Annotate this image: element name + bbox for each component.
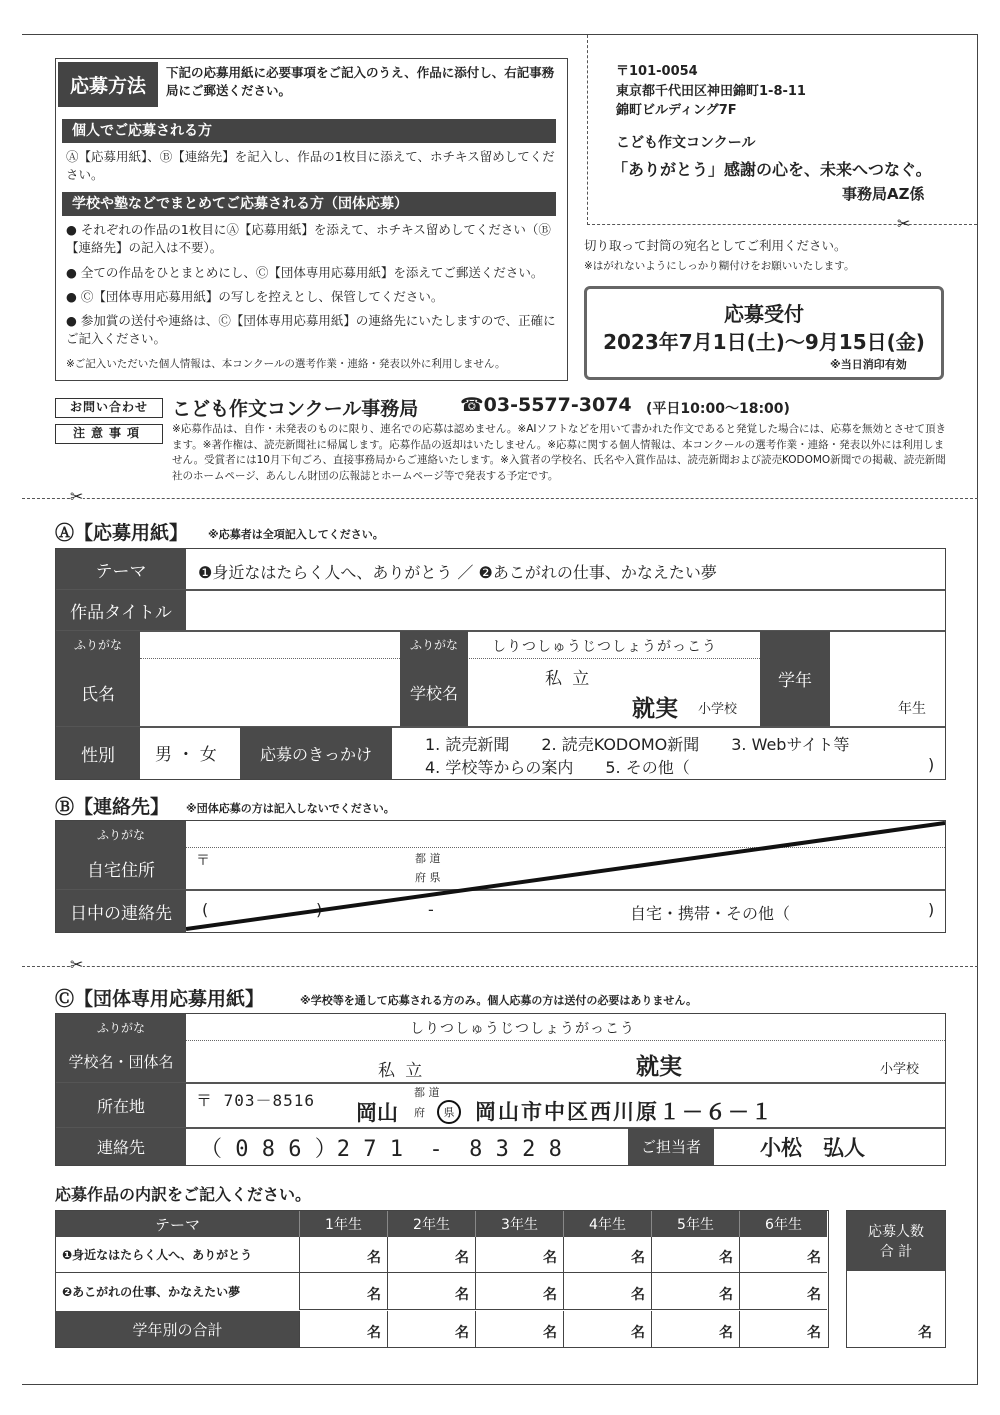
grade-count-cell[interactable] [651,1311,739,1347]
office-name: 事務局AZ係 [842,185,925,203]
c-pref-circled: 県 [437,1100,461,1124]
c-pref-top: 都 道 [414,1086,440,1099]
period-title: 応募受付 [724,302,804,326]
grade-count-cell[interactable] [387,1273,475,1310]
contest-slogan: 「ありがとう」感謝の心を、未来へつなぐ。 [612,160,932,179]
grade-count-cell[interactable] [739,1311,827,1347]
unit-label: 名 [631,1250,645,1266]
grade-count-cell[interactable] [475,1237,563,1273]
c-school-name: 就実 [636,1054,682,1080]
b-pref-bottom: 府 県 [415,871,441,884]
postmark-note: ※当日消印有効 [830,358,907,371]
grade-count-cell[interactable] [387,1237,475,1273]
gender-label: 性別 [56,727,140,779]
grade-suffix: 年生 [898,701,926,717]
bt-row-label: ❷あこがれの仕事、かなえたい夢 [62,1285,241,1299]
theme-value: ❶身近なはたらく人へ、ありがとう ／ ❷あこがれの仕事、かなえたい夢 [198,563,717,582]
unit-label: 名 [807,1325,821,1341]
unit-label: 名 [543,1325,557,1341]
form-c-note: ※学校等を通して応募される方のみ。個人応募の方は送付の必要はありません。 [300,994,698,1007]
furigana-label: ふりがな [56,631,140,658]
cut-note: 切り取って封筒の宛名としてご利用ください。 [584,238,847,253]
grade-header: 6年生 [739,1211,827,1237]
c-furigana-label: ふりがな [56,1014,186,1040]
c-postal: 〒 703－8516 [196,1091,316,1110]
unit-label: 名 [631,1287,645,1303]
b-pref-top: 都 道 [415,852,441,865]
c-pref-bottom: 府 [414,1106,425,1119]
trigger-options-line1[interactable]: 1. 読売新聞 2. 読売KODOMO新聞 3. Webサイト等 [425,735,850,754]
grade-count-cell[interactable] [299,1237,387,1273]
trigger-close: ) [928,755,935,774]
group-item: ● それぞれの作品の1枚目にⒶ【応募用紙】を添えて、ホチキス留めしてください（Ⓑ【連絡先】の記入は不要）。 [66,222,551,255]
grade-header: 2年生 [387,1211,475,1237]
unit-label: 名 [455,1287,469,1303]
notice-text: ※応募作品は、自作・未発表のものに限り、連名での応募は認めません。※AIソフトなどを用いて書かれた作文であると発覚した場合には、応募を無効とさせて頂きます。※著作権は、読売新聞社に帰属します。応募作品の返却はいたしません。※応募に関する個人情報は、本コンクールの選考作業・連絡・発表以外には利用しません。受賞者には10月下旬ごろ、直接事務局からご連絡いたします。※入賞者の学校名、氏名や入賞作品は、読売新聞および読売KODOMO新聞での掲載、読売新聞社のホームページ、あんしん財団の広報誌とホームページ等で発表する予定です。 [172,423,947,482]
office-hours: (平日10:00～18:00) [646,401,790,417]
total-unit: 名 [918,1325,932,1341]
form-c-title: Ⓒ【団体専用応募用紙】 [55,988,265,1010]
school-type: 私 立 [545,669,590,689]
gender-value[interactable]: 男 ・ 女 [155,745,217,765]
postal-code: 〒101-0054 [616,64,698,79]
strike-diagonal [186,821,945,932]
bottom-border [22,1384,978,1385]
grade-count-cell[interactable] [739,1273,827,1310]
c-phone: （ 0 8 6 ）2 7 1 - 8 3 2 8 [200,1137,562,1162]
group-heading: 学校や塾などでまとめてご応募される方（団体応募） [62,192,556,216]
grade-header: 1年生 [299,1211,387,1237]
unit-label: 名 [719,1287,733,1303]
c-contact-label: 連絡先 [56,1128,186,1165]
group-item: ● 参加賞の送付や連絡は、Ⓒ【団体専用応募用紙】の連絡先にいたしますので、正確にご記入ください。 [66,313,556,346]
form-b-title: Ⓑ【連絡先】 [55,796,170,818]
b-address-label: 自宅住所 [56,847,186,889]
method-intro: 下記の応募用紙に必要事項をご記入のうえ、作品に添付し、右記事務局にご郵送ください。 [166,65,555,98]
theme-label: テーマ [56,549,186,589]
b-phone-dash: - [428,900,434,919]
grade-label: 学年 [760,631,830,726]
form-b-note: ※団体応募の方は記入しないでください。 [186,802,395,815]
b-furigana-label: ふりがな [56,821,186,847]
school-name: 就実 [632,696,678,722]
grade-count-cell[interactable] [475,1273,563,1310]
unit-label: 名 [543,1250,557,1266]
unit-label: 名 [543,1287,557,1303]
c-school-label: 学校名・団体名 [56,1040,186,1082]
cut-line [22,966,978,967]
unit-label: 名 [807,1250,821,1266]
breakdown-heading: 応募作品の内訳をご記入ください。 [55,1185,312,1204]
inquiry-tag: お問い合わせ [55,398,163,418]
unit-label: 名 [367,1325,381,1341]
grade-input[interactable] [830,631,945,726]
c-school-type: 私 立 [378,1061,423,1081]
school-label: 学校名 [400,658,468,726]
b-phone-type-close: ) [928,900,935,919]
form-a-title: Ⓐ【応募用紙】 [55,522,189,544]
grade-count-cell[interactable] [563,1237,651,1273]
c-pref-name: 岡山 [356,1101,398,1125]
trigger-options-line2[interactable]: 4. 学校等からの案内 5. その他（ [425,758,690,777]
unit-label: 名 [719,1325,733,1341]
individual-heading: 個人でご応募される方 [62,119,556,143]
cut-line [22,498,978,499]
bt-row-label: ❶身近なはたらく人へ、ありがとう [56,1237,299,1273]
grade-count-cell[interactable] [475,1311,563,1347]
grade-count-cell[interactable] [651,1273,739,1310]
form-a-note: ※応募者は全項記入してください。 [208,528,384,541]
unit-label: 名 [631,1325,645,1341]
school-furigana-label: ふりがな [400,631,468,658]
work-title-input[interactable] [186,590,945,630]
bt-theme-header: テーマ [56,1211,299,1237]
name-furigana-input[interactable] [140,631,400,658]
right-border [977,34,978,1384]
unit-label: 名 [719,1250,733,1266]
b-postal-mark: 〒 [196,853,210,869]
notice-tag: 注意事項 [55,424,163,444]
bt-total-row: 学年別の合計 [56,1311,299,1347]
c-school-suffix: 小学校 [880,1062,920,1077]
unit-label: 名 [367,1250,381,1266]
unit-label: 名 [455,1250,469,1266]
office-contact-name: こども作文コンクール事務局 [172,398,419,420]
scissors-icon: ✂ [70,955,84,974]
b-phone-type: 自宅・携帯・その他（ [630,904,791,923]
trigger-label: 応募のきっかけ [240,727,392,779]
contest-name: こども作文コンクール [616,135,756,151]
grade-count-cell[interactable] [563,1311,651,1347]
grade-count-cell[interactable] [299,1273,387,1310]
unit-label: 名 [455,1325,469,1341]
top-border [22,34,978,35]
work-title-label: 作品タイトル [56,590,186,630]
glue-note: ※はがれないようにしっかり糊付けをお願いいたします。 [584,260,855,272]
grade-count-cell[interactable] [739,1237,827,1273]
address-line1: 東京都千代田区神田錦町1-8-11 [616,84,806,99]
method-badge: 応募方法 [58,62,158,107]
grade-header: 4年生 [563,1211,651,1237]
individual-text: Ⓐ【応募用紙】、Ⓑ【連絡先】を記入し、作品の1枚目に添えて、ホチキス留めしてください。 [66,149,555,182]
b-phone-open: ( [202,900,209,919]
c-address-label: 所在地 [56,1083,186,1127]
name-input[interactable] [140,658,400,726]
privacy-note: ※ご記入いただいた個人情報は、本コンクールの選考作業・連絡・発表以外に利用しません。 [66,358,506,370]
b-daytime-label: 日中の連絡先 [56,890,186,932]
grade-count-cell[interactable] [651,1237,739,1273]
grade-header: 5年生 [651,1211,739,1237]
name-label: 氏名 [56,658,140,726]
scissors-icon: ✂ [70,487,84,506]
grade-count-cell[interactable] [563,1273,651,1310]
c-furigana-value: しりつしゅうじつしょうがっこう [410,1021,635,1037]
school-furigana-value: しりつしゅうじつしょうがっこう [492,639,717,655]
c-person-value: 小松 弘人 [760,1136,865,1160]
group-item: ● Ⓒ【団体専用応募用紙】の写しを控えとし、保管してください。 [66,289,444,304]
address-line2: 錦町ビルディング7F [616,103,737,118]
grade-count-cell[interactable] [387,1311,475,1347]
unit-label: 名 [807,1287,821,1303]
c-person-label: ご担当者 [628,1128,714,1165]
c-address-rest: 岡山市中区西川原１－６－１ [475,1100,774,1124]
grade-count-cell[interactable] [299,1311,387,1347]
office-phone: ☎03-5577-3074 [460,394,632,416]
total-header: 応募人数 合 計 [847,1211,945,1271]
address-cut-vertical [587,35,588,225]
school-suffix: 小学校 [698,702,738,717]
grade-header: 3年生 [475,1211,563,1237]
unit-label: 名 [367,1287,381,1303]
group-item: ● 全ての作品をひとまとめにし、Ⓒ【団体専用応募用紙】を添えてご郵送ください。 [66,265,544,280]
address-cut-horizontal [587,224,977,225]
scissors-icon: ✂ [897,214,911,233]
period-dates: 2023年7月1日(土)～9月15日(金) [603,330,925,354]
